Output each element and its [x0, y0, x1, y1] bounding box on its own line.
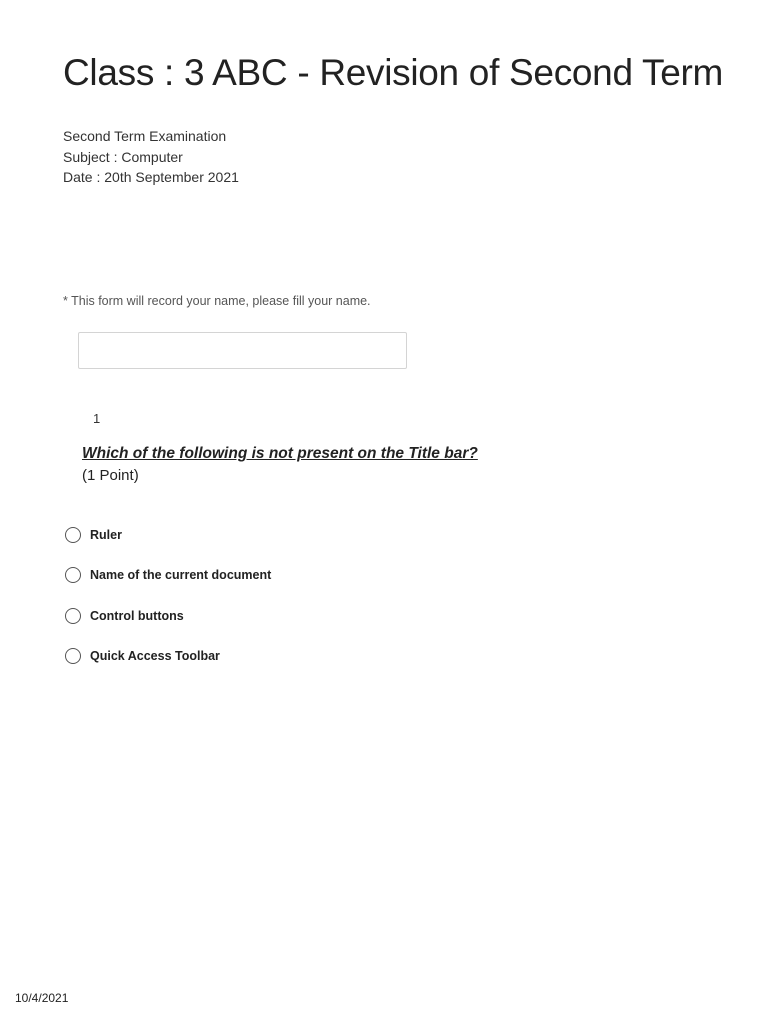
option-control-buttons[interactable] — [65, 606, 271, 646]
name-input[interactable] — [78, 332, 407, 369]
radio-button-icon[interactable] — [65, 648, 81, 664]
form-title: Class : 3 ABC - Revision of Second Term — [63, 52, 724, 93]
question-number: 1 — [93, 411, 101, 426]
description-line-subject: Subject : Computer — [63, 148, 183, 165]
question-text: Which of the following is not present on the Title bar? — [82, 445, 478, 462]
form-description — [63, 126, 239, 188]
radio-button-icon[interactable] — [65, 567, 81, 583]
record-name-notice: * This form will record your name, please fill your name. — [63, 294, 371, 308]
description-line-date: Date : 20th September 2021 — [63, 169, 239, 185]
option-label: Control buttons — [90, 608, 184, 623]
option-quick-access-toolbar[interactable] — [65, 646, 271, 686]
option-ruler[interactable] — [65, 525, 271, 565]
question-points: (1 Point) — [82, 467, 139, 484]
radio-button-icon[interactable] — [65, 527, 81, 543]
option-label: Quick Access Toolbar — [90, 648, 220, 663]
answer-options — [65, 525, 271, 686]
option-label: Ruler — [90, 528, 122, 542]
radio-button-icon[interactable] — [65, 608, 81, 624]
description-line-exam: Second Term Examination — [63, 128, 227, 144]
print-date: 10/4/2021 — [15, 991, 69, 1005]
option-name-of-current-document[interactable] — [65, 565, 271, 605]
option-label: Name of the current document — [90, 568, 272, 583]
